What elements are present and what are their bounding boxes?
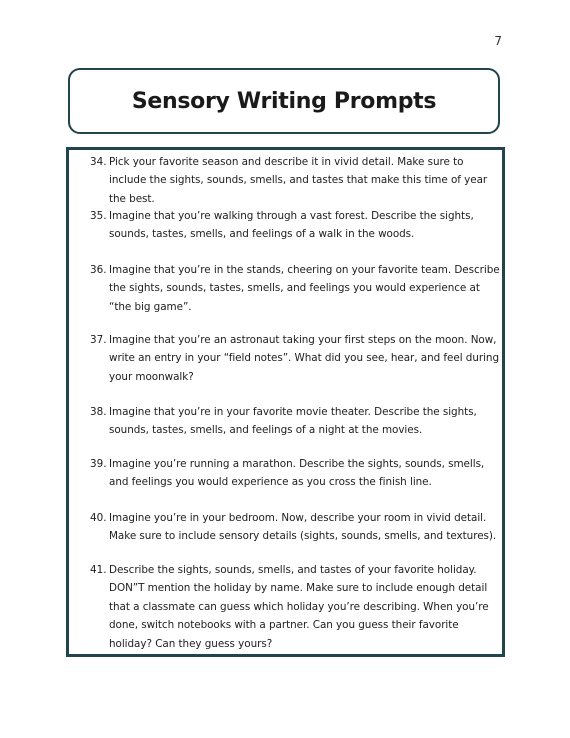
prompt-item-35: [90, 207, 500, 244]
prompt-number: 39.: [90, 458, 107, 470]
prompt-item-34: [90, 153, 500, 208]
prompt-text: Describe the sights, sounds, smells, and tastes of your favorite holiday. DON”T mention the holiday by name. Make sure to include enough detail that a classmate can guess which holiday you’re describing. When you’re done, switch notebooks with a partner. Can you guess their favorite holiday? Can they guess yours?: [109, 564, 489, 650]
prompt-item-39: [90, 455, 500, 492]
prompt-text: Pick your favorite season and describe it in vivid detail. Make sure to include the sights, sounds, smells, and tastes that make this time of year the best.: [109, 156, 488, 205]
prompt-text: Imagine that you’re in the stands, cheering on your favorite team. Describe the sights, sounds, tastes, smells, and feelings you would experience at “the big game”.: [109, 264, 500, 313]
prompt-number: 38.: [90, 406, 107, 418]
prompt-number: 40.: [90, 512, 107, 524]
prompt-number: 35.: [90, 210, 107, 222]
page-title: Sensory Writing Prompts: [131, 88, 437, 114]
prompt-number: 36.: [90, 264, 107, 276]
prompt-text: Imagine you’re in your bedroom. Now, describe your room in vivid detail. Make sure to include sensory details (sights, sounds, smells, and textures).: [109, 512, 497, 543]
prompt-item-37: [90, 331, 500, 386]
prompt-number: 41.: [90, 564, 107, 576]
prompt-item-38: [90, 403, 500, 440]
prompt-text: Imagine that you’re walking through a vast forest. Describe the sights, sounds, tastes, smells, and feelings of a walk in the woods.: [109, 210, 474, 241]
prompt-item-41: [90, 561, 500, 653]
prompt-text: Imagine you’re running a marathon. Describe the sights, sounds, smells, and feelings you would experience as you cross the finish line.: [109, 458, 485, 489]
prompt-number: 34.: [90, 156, 107, 168]
prompt-text: Imagine that you’re in your favorite movie theater. Describe the sights, sounds, tastes, smells, and feelings of a night at the movies.: [109, 406, 477, 437]
prompt-item-40: [90, 509, 500, 546]
prompt-number: 37.: [90, 334, 107, 346]
prompt-item-36: [90, 261, 500, 316]
title-box: [68, 68, 500, 134]
prompt-text: Imagine that you’re an astronaut taking your first steps on the moon. Now, write an entry in your “field notes”. What did you see, hear, and feel during your moonwalk?: [109, 334, 500, 383]
page-number: 7: [494, 34, 502, 48]
prompts-box: [66, 147, 505, 657]
